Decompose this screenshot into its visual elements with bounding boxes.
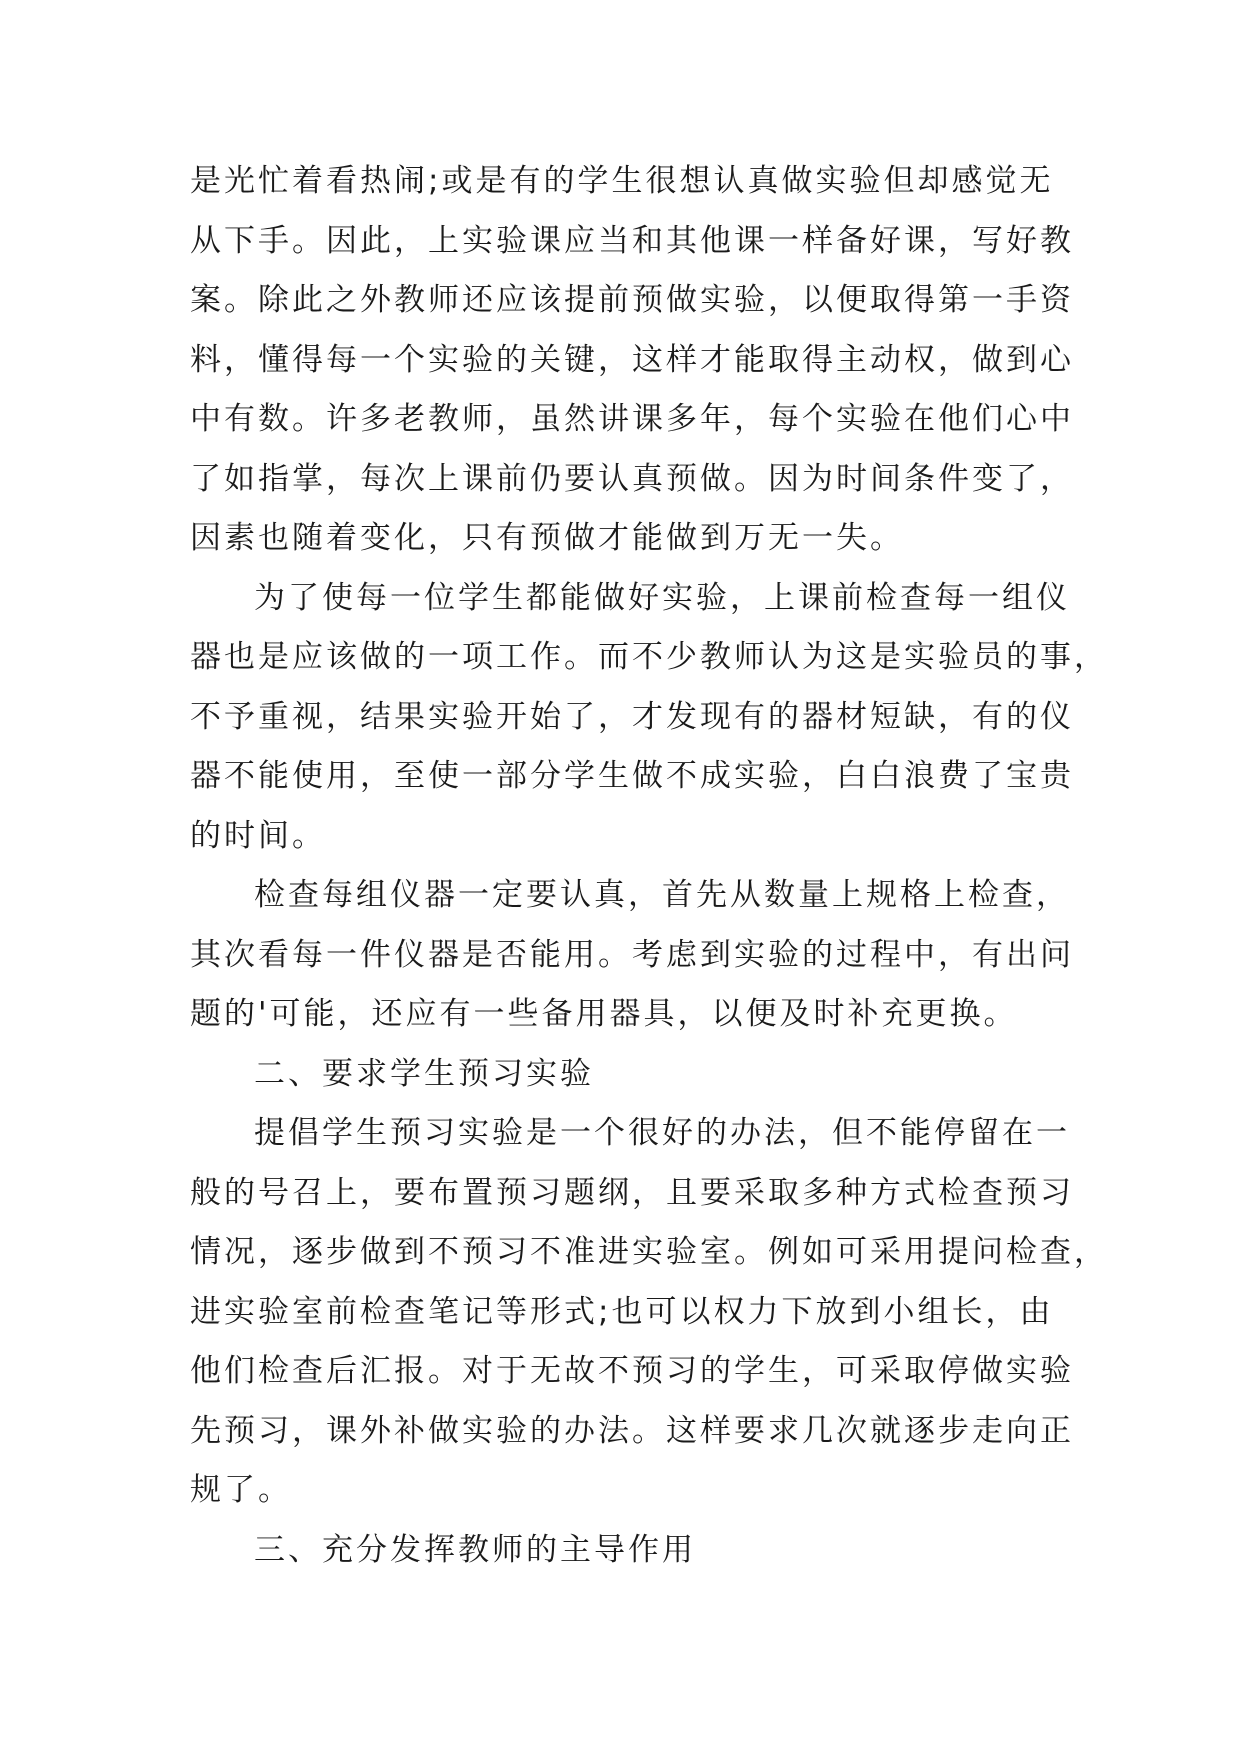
text-line: 先预习，课外补做实验的办法。这样要求几次就逐步走向正 [190,1412,1074,1449]
text-line: 提倡学生预习实验是一个很好的办法，但不能停留在一 [254,1115,1070,1151]
text-line: 的时间。 [190,817,326,854]
text-line: 案。除此之外教师还应该提前预做实验，以便取得第一手资 [190,282,1074,318]
text-line: 情况，逐步做到不预习不准进实验室。例如可采用提问检查， [190,1234,1108,1270]
text-line: 三、充分发挥教师的主导作用 [254,1531,696,1568]
text-line: 不予重视，结果实验开始了，才发现有的器材短缺，有的仪 [190,698,1074,735]
text-line: 器不能使用，至使一部分学生做不成实验，白白浪费了宝贵 [190,758,1074,794]
text-line: 是光忙着看热闹;或是有的学生很想认真做实验但却感觉无 [190,163,1054,199]
text-line: 为了使每一位学生都能做好实验，上课前检查每一组仪 [254,579,1070,616]
text-line: 了如指掌，每次上课前仍要认真预做。因为时间条件变了， [190,460,1074,497]
text-line: 规了。 [190,1472,292,1508]
text-line: 中有数。许多老教师，虽然讲课多年，每个实验在他们心中 [190,401,1074,437]
text-line: 因素也随着变化，只有预做才能做到万无一失。 [190,520,904,556]
document-body [190,152,1108,1580]
text-line: 般的号召上，要布置预习题纲，且要采取多种方式检查预习 [190,1174,1074,1211]
text-line: 器也是应该做的一项工作。而不少教师认为这是实验员的事， [190,639,1108,675]
text-line: 从下手。因此，上实验课应当和其他课一样备好课，写好教 [190,222,1074,259]
text-line: 检查每组仪器一定要认真，首先从数量上规格上检查， [254,877,1070,913]
text-line: 二、要求学生预习实验 [254,1055,594,1092]
text-line: 题的'可能，还应有一些备用器具，以便及时补充更换。 [190,996,1018,1032]
text-line: 料，懂得每一个实验的关键，这样才能取得主动权，做到心 [190,341,1074,378]
text-line: 进实验室前检查笔记等形式;也可以权力下放到小组长，由 [190,1293,1054,1330]
text-line: 其次看每一件仪器是否能用。考虑到实验的过程中，有出问 [190,936,1074,973]
text-line: 他们检查后汇报。对于无故不预习的学生，可采取停做实验 [190,1353,1074,1389]
